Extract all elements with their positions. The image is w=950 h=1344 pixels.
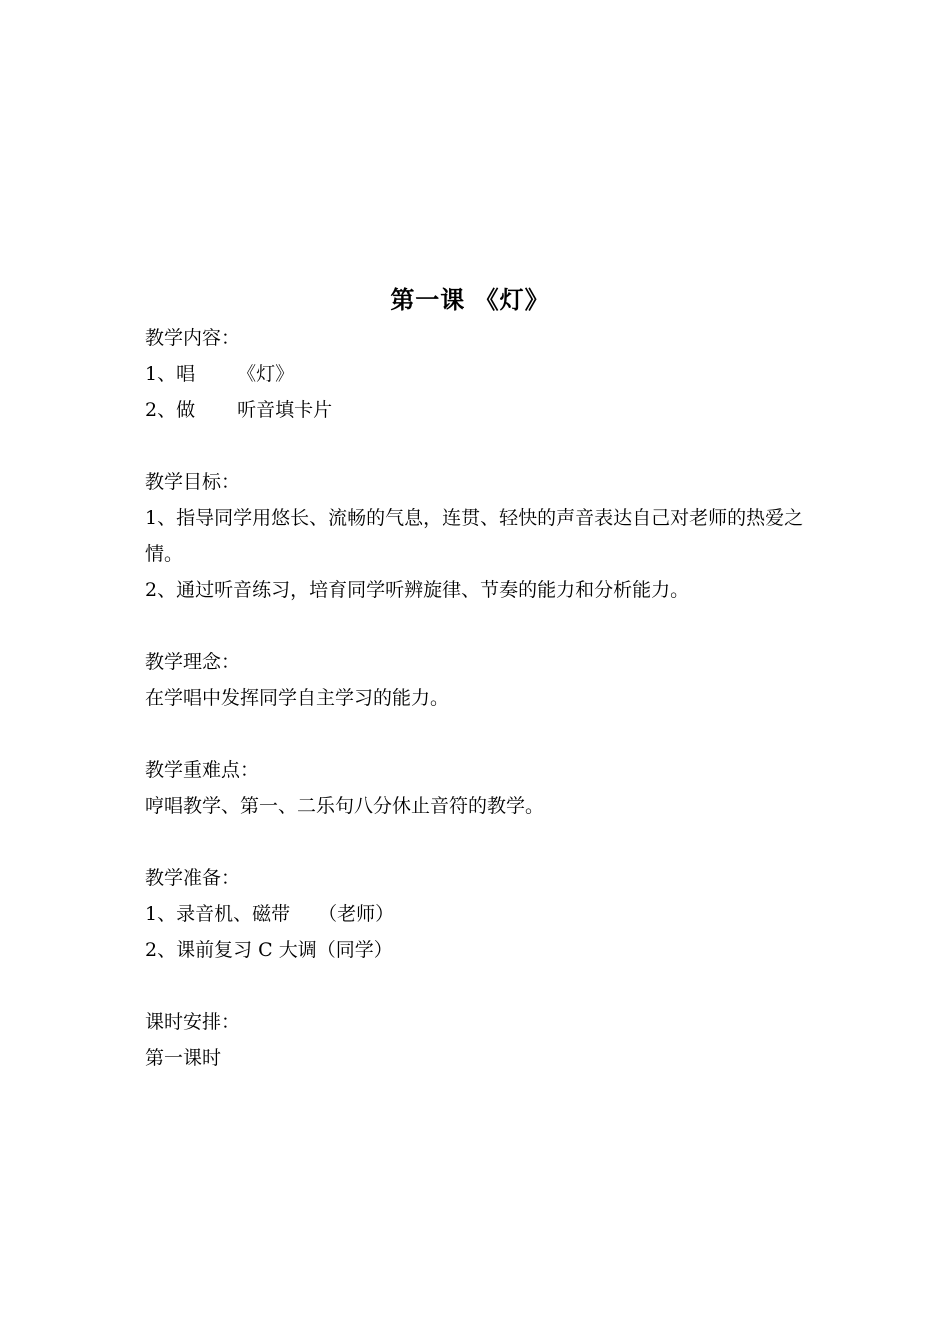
philosophy-text: 在学唱中发挥同学自主学习的能力。 bbox=[145, 687, 450, 709]
content-item-number: 1、唱 bbox=[145, 363, 196, 385]
document-body bbox=[145, 320, 810, 1076]
section-heading-preparation: 教学准备： bbox=[145, 867, 241, 889]
section-heading-schedule: 课时安排： bbox=[145, 1011, 241, 1033]
prep-item bbox=[145, 896, 810, 932]
goal-item: 1、指导同学用悠长、流畅的气息，连贯、轻快的声音表达自己对老师的热爱之情。 bbox=[145, 507, 804, 565]
section-heading-keypoints: 教学重难点： bbox=[145, 759, 260, 781]
prep-item-text: 1、录音机、磁带 bbox=[145, 903, 291, 925]
prep-item-text: 2、课前复习 C 大调（同学） bbox=[145, 939, 393, 961]
section-heading-philosophy: 教学理念： bbox=[145, 651, 241, 673]
schedule-text: 第一课时 bbox=[145, 1047, 222, 1069]
section-heading-content: 教学内容： bbox=[145, 327, 241, 349]
section-heading-goals: 教学目标： bbox=[145, 471, 241, 493]
document-title: 第一课 《灯》 bbox=[390, 285, 550, 314]
content-item-text: 听音填卡片 bbox=[237, 399, 333, 421]
content-item-text: 《灯》 bbox=[237, 363, 295, 385]
content-item bbox=[145, 392, 810, 428]
keypoints-text: 哼唱教学、第一、二乐句八分休止音符的教学。 bbox=[145, 795, 545, 817]
content-item bbox=[145, 356, 810, 392]
goal-item: 2、通过听音练习，培育同学听辨旋律、节奏的能力和分析能力。 bbox=[145, 579, 690, 601]
content-item-number: 2、做 bbox=[145, 399, 196, 421]
prep-item bbox=[145, 932, 810, 968]
prep-item-note: （老师） bbox=[318, 903, 395, 925]
